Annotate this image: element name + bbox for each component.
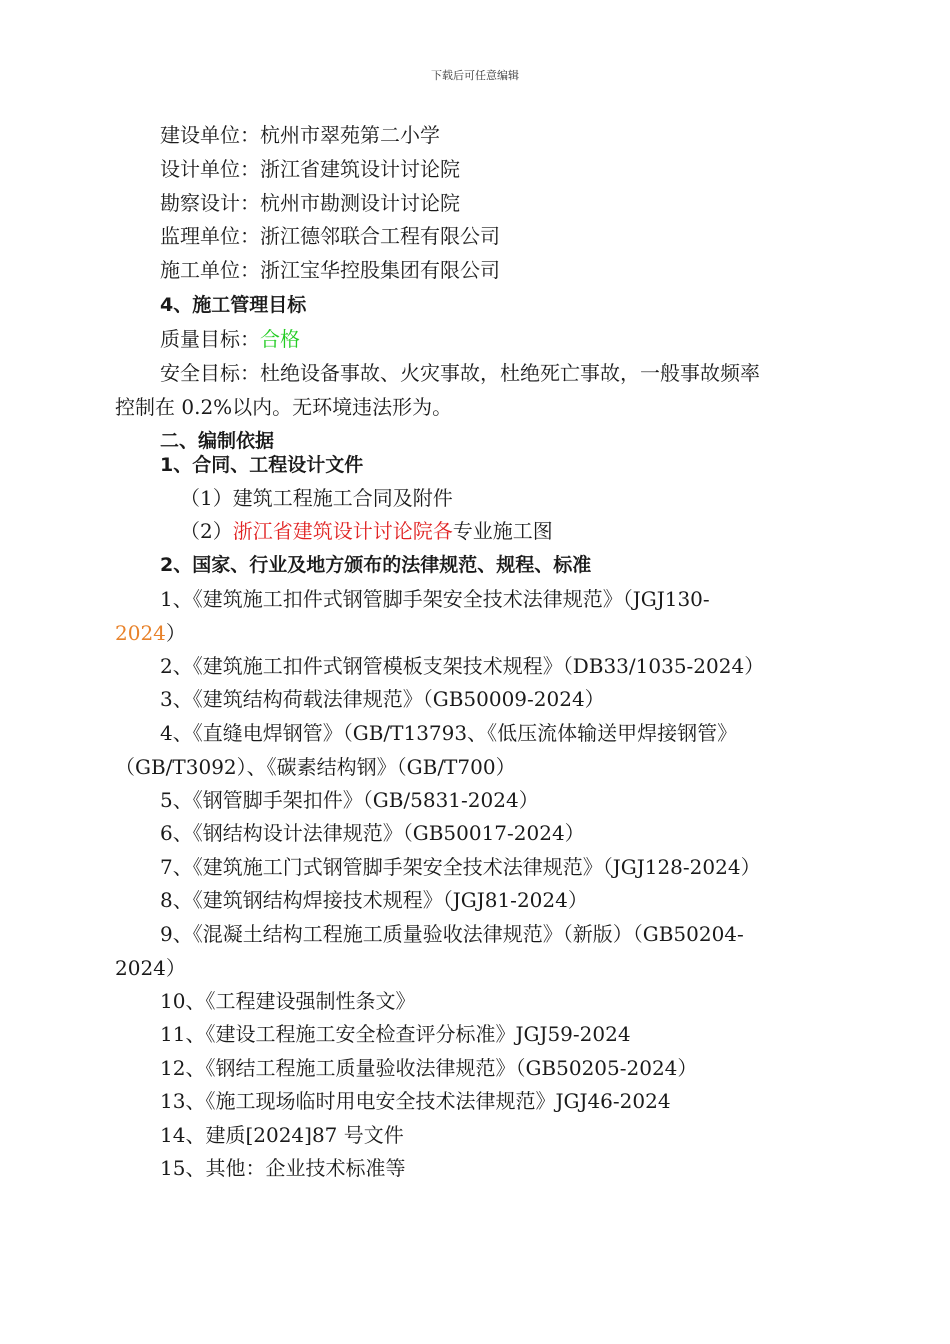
standard-13: 13、《施工现场临时用电安全技术法律规范》JGJ46-2024 (160, 1089, 671, 1113)
standard-11: 11、《建设工程施工安全检查评分标准》JGJ59-2024 (160, 1022, 631, 1046)
standard-12: 12、《钢结工程施工质量验收法律规范》（GB50205-2024） (160, 1056, 698, 1080)
standard-1-line2 (115, 620, 186, 646)
standard-1-year: 2024 (115, 621, 166, 645)
standard-7: 7、《建筑施工门式钢管脚手架安全技术法律规范》（JGJ128-2024） (160, 855, 761, 879)
standard-5: 5、《钢管脚手架扣件》（GB/5831-2024） (160, 788, 539, 812)
builder-unit: 施工单位：浙江宝华控股集团有限公司 (160, 258, 500, 282)
standard-8: 8、《建筑钢结构焊接技术规程》（JGJ81-2024） (160, 888, 588, 912)
quality-target (160, 326, 300, 352)
basis-sub2: 2、国家、行业及地方颁布的法律规范、规程、标准 (160, 554, 592, 576)
quality-label: 质量目标： (160, 327, 260, 351)
standard-4-line2: （GB/T3092）、《碳素结构钢》（GB/T700） (115, 755, 516, 779)
standard-9-line2: 2024） (115, 956, 186, 980)
basis-item1: （1）建筑工程施工合同及附件 (180, 486, 453, 510)
basis-item2-suffix: 专业施工图 (452, 519, 553, 543)
standard-1-line1: 1、《建筑施工扣件式钢管脚手架安全技术法律规范》（JGJ130- (160, 587, 710, 611)
basis-sub1: 1、合同、工程设计文件 (160, 454, 364, 476)
quality-value: 合格 (260, 327, 300, 351)
survey-unit: 勘察设计：杭州市勘测设计讨论院 (160, 191, 460, 215)
standard-1-close: ） (165, 621, 186, 645)
standard-14: 14、建质[2024]87 号文件 (160, 1123, 404, 1147)
mgmt-heading: 4、施工管理目标 (160, 294, 307, 316)
basis-item2-red: 浙江省建筑设计讨论院各 (232, 519, 453, 543)
safety-target-line1: 安全目标：杜绝设备事故、火灾事故，杜绝死亡事故，一般事故频率 (160, 361, 760, 385)
standard-2: 2、《建筑施工扣件式钢管模板支架技术规程》（DB33/1035-2024） (160, 654, 765, 678)
safety-target-line2: 控制在 0.2%以内。无环境违法形为。 (115, 395, 453, 419)
standard-10: 10、《工程建设强制性条文》 (160, 989, 416, 1013)
basis-item2 (180, 518, 553, 544)
page-header: 下载后可任意编辑 (431, 69, 519, 82)
standard-3: 3、《建筑结构荷载法律规范》（GB50009-2024） (160, 687, 605, 711)
basis-item2-prefix: （2） (180, 519, 233, 543)
standard-4-line1: 4、《直缝电焊钢管》（GB/T13793、《低压流体输送甲焊接钢管》 (160, 721, 738, 745)
basis-heading: 二、编制依据 (160, 430, 275, 452)
design-unit: 设计单位：浙江省建筑设计讨论院 (160, 157, 460, 181)
supervision-unit: 监理单位：浙江德邻联合工程有限公司 (160, 224, 500, 248)
standard-9-line1: 9、《混凝土结构工程施工质量验收法律规范》（新版）（GB50204- (160, 922, 744, 946)
construction-unit: 建设单位：杭州市翠苑第二小学 (160, 123, 440, 147)
standard-15: 15、其他：企业技术标准等 (160, 1156, 406, 1180)
standard-6: 6、《钢结构设计法律规范》（GB50017-2024） (160, 821, 585, 845)
